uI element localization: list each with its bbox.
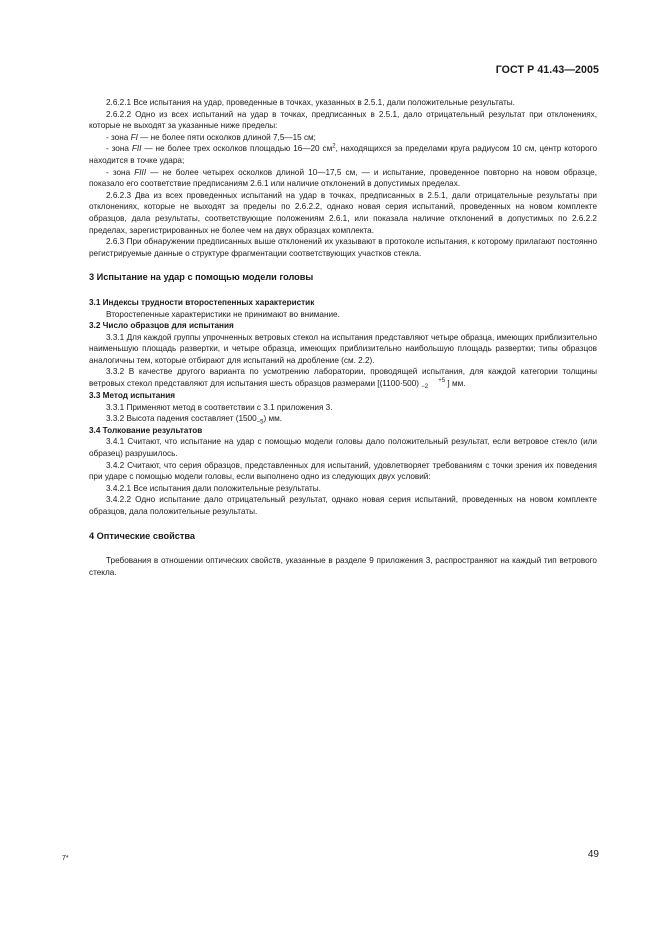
zone-fii-item: - зона FII — не более трех осколков площадью 16—20 $см^2$, находящихся за пределами круга радиусом 10 см, центр которого находится в точке удара;	[89, 143, 598, 165]
paragraph-3-4-2-1: 3.4.2.1 Все испытания дали положительные результаты.	[106, 483, 321, 493]
zone-label: FI	[130, 132, 138, 142]
paragraph-3-4-1: 3.4.1 Считают, что испытание на удар с помощью модели головы дало положительный результат, если ветровое стекло (или образец) разрушилось.	[89, 437, 597, 459]
subsection-3-1-heading: 3.1 Индексы трудности второстепенных характеристик	[89, 297, 315, 307]
paragraph-2-6-3: 2.6.3 При обнаружении предписанных выше отклонений их указывают в протоколе испытания, к которому прилагают постоянно регистрируемые данные о структуре фрагментации соответствующих участков стекла.	[89, 237, 597, 258]
paragraph-2-6-2-2: 2.6.2.2 Одно из всех испытаний на удар в точках, предписанных в 2.5.1, дало отрицательный результат при отклонениях, которые не выходят за указанные ниже пределы:	[89, 109, 597, 131]
paragraph-3-3-1-a: 3.3.1 Для каждой группы упрочненных ветровых стекол на испытания представляют четыре образца, имеющих приблизительно наименьшую площадь развертки, и четыре образца, имеющих приблизительно наибольшую площадь развертки; типы образцов аналогичны тем, которые отбирают для испытаний на дробление (см. 2.2).	[89, 332, 597, 365]
zone-fi-item: - зона FI — не более пяти осколков длиной 7,5—15 см;	[106, 132, 316, 142]
paragraph-2-6-2-1: 2.6.2.1 Все испытания на удар, проведенные в точках, указанных в 2.5.1, дали положительные результаты.	[106, 98, 515, 107]
zone-label: FIII	[134, 167, 147, 177]
paragraph-3-3-2-a: 3.3.2 В качестве другого варианта по усмотрению лаборатории, проводящей испытания, для каждой категории толщины ветровых стекол представляют для испытания шесть образцов размерами [(1100·500) +5 −2 ] мм.	[89, 367, 597, 391]
paragraph-3-3-2-b: 3.3.2 Высота падения составляет $(1500_{-5})$ мм.	[106, 414, 283, 426]
section-4-heading: 4 Оптические свойства	[89, 530, 195, 541]
section-3-heading: 3 Испытание на удар с помощью модели головы	[89, 272, 314, 283]
document-code: ГОСТ Р 41.43—2005	[495, 64, 599, 76]
paragraph-3-3-1-b: 3.3.1 Применяют метод в соответствии с 3.1 приложения 3.	[106, 402, 333, 412]
subsection-3-3-heading: 3.3 Метод испытания	[89, 391, 176, 401]
document-body	[89, 97, 597, 578]
footer-mark: 7*	[62, 855, 69, 862]
paragraph-3-4-2: 3.4.2 Считают, что серия образцов, представленных для испытаний, удовлетворяет требованиям с точки зрения их поведения при ударе с помощью модели головы, если выполнено одно из следующих двух условий:	[89, 460, 597, 482]
paragraph-3-4-2-2: 3.4.2.2 Одно испытание дало отрицательный результат, однако новая серия испытаний, проведенных на новом комплекте образцов, дала положительные результаты.	[89, 495, 597, 516]
subsection-3-4-heading: 3.4 Толкование результатов	[89, 425, 203, 435]
paragraph-4: Требования в отношении оптических свойств, указанные в разделе 9 приложения 3, распространяют на каждый тип ветрового стекла.	[89, 556, 597, 577]
zone-fiii-item: - зона FIII — не более четырех осколков длиной 10—17,5 см, — и испытание, проведенное повторно на новом образце, показало его соответствие предписаниям 2.6.1 или наличие отклонений в допустимых пределах.	[89, 167, 597, 189]
subsection-3-2-heading: 3.2 Число образцов для испытания	[89, 321, 234, 331]
zone-label: FII	[131, 144, 142, 154]
paragraph-2-6-2-3: 2.6.2.3 Два из всех проведенных испытаний на удар в точках, предписанных в 2.5.1, дали отрицательные результаты при отклонениях, которые не выходят за пределы по 2.6.2.2, однако новая серия испытаний, проведенных на новом комплекте образцов, дала результаты, соответствующие положениям 2.6.1, или показала наличие отклонений в допустимых по 2.6.2.2 пределах, зарегистрированных не более чем на двух образцах комплекта.	[89, 190, 597, 235]
page-number: 49	[587, 849, 599, 860]
paragraph-3-1: Второстепенные характеристики не принимают во внимание.	[106, 309, 340, 319]
